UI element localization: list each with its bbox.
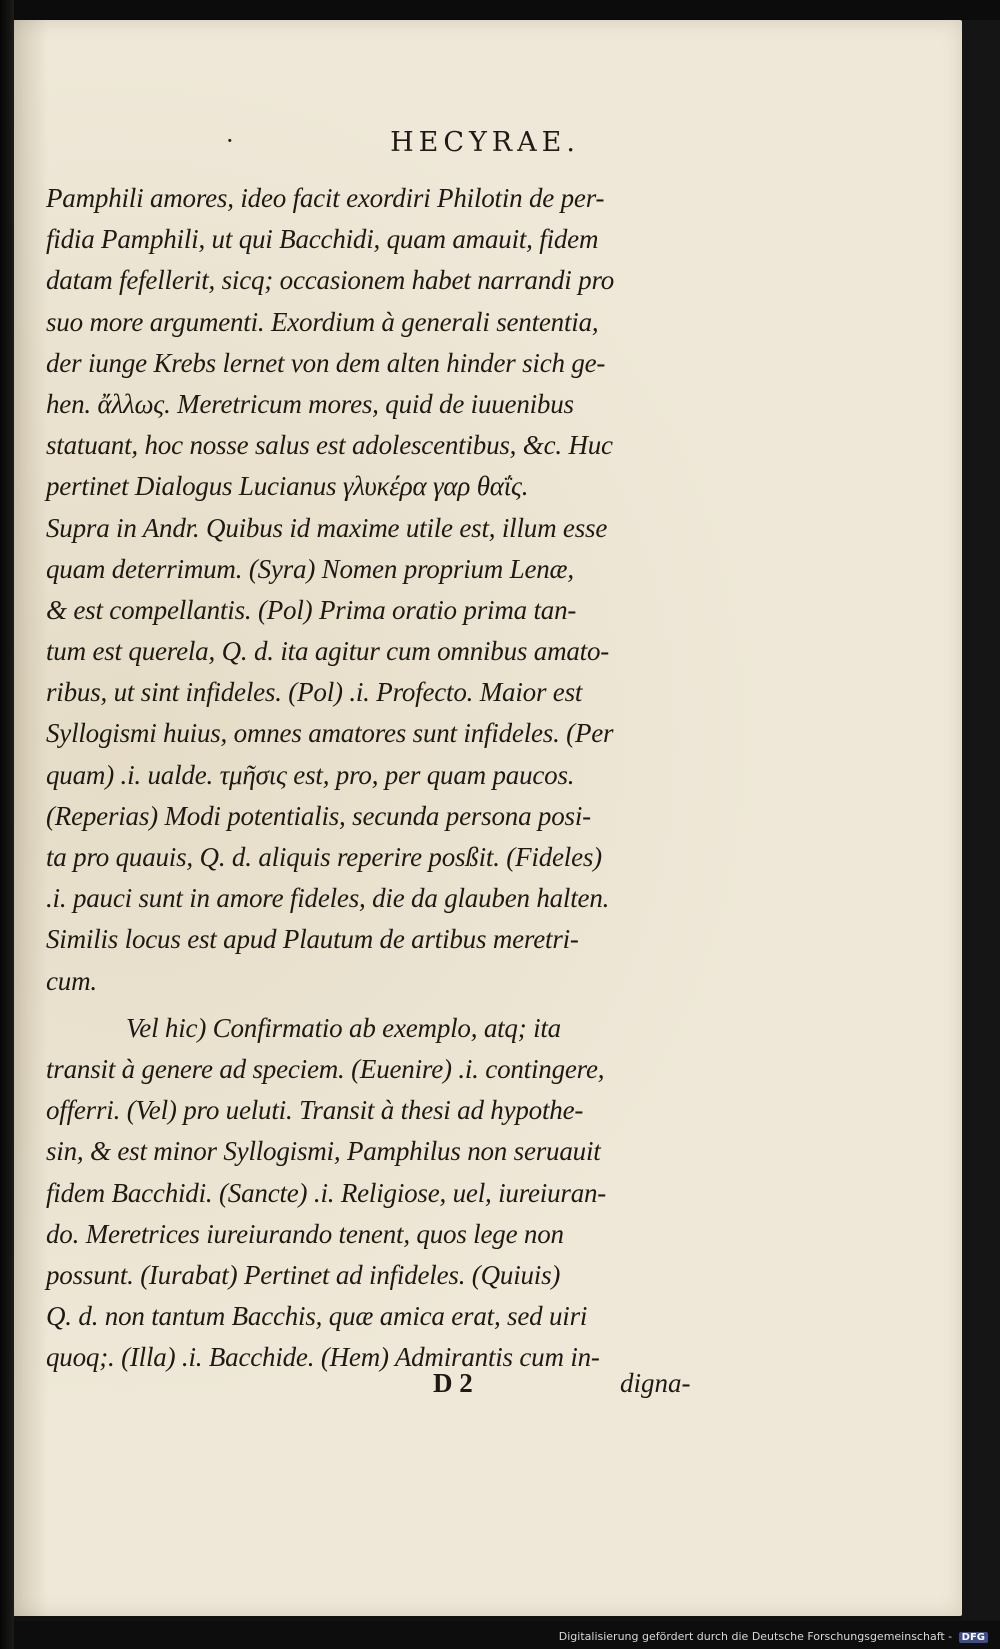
dfg-logo-badge: DFG [959,1632,988,1643]
scan-border-right [962,20,1000,1620]
text-line: ribus, ut sint infideles. (Pol) .i. Profecto. Maior est [46,677,583,708]
signature-mark: D 2 [433,1368,473,1398]
text-line: .i. pauci sunt in amore fideles, die da glauben halten. [46,883,610,914]
text-line: sin, & est minor Syllogismi, Pamphilus non seruauit [46,1136,601,1167]
text-line: Supra in Andr. Quibus id maxime utile est, illum esse [46,512,608,543]
text-line: Q. d. non tantum Bacchis, quæ amica erat, sed uiri [46,1301,588,1332]
text-line: Syllogismi huius, omnes amatores sunt infideles. (Per [46,718,614,749]
text-line: fidia Pamphili, ut qui Bacchidi, quam amauit, fidem [46,224,599,255]
text-line: fidem Bacchidi. (Sancte) .i. Religiose, uel, iureiuran- [46,1177,607,1208]
book-page [8,20,962,1616]
text-line: der iunge Krebs lernet von dem alten hinder sich ge- [46,347,606,378]
book-spine-shadow [0,0,14,1649]
text-line: & est compellantis. (Pol) Prima oratio prima tan- [46,594,577,625]
running-head-text: HECYRAE. [390,127,580,158]
text-line: (Reperias) Modi potentialis, secunda persona posi- [46,800,591,831]
text-line: transit à genere ad speciem. (Euenire) .i. contingere, [46,1053,605,1084]
commentary-text [46,178,721,1378]
text-line: hen. ἄλλως. Meretricum mores, quid de iuuenibus [46,388,574,419]
text-line: suo more argumenti. Exordium à generali sententia, [46,306,599,337]
text-line: possunt. (Iurabat) Pertinet ad infideles. (Quiuis) [46,1259,561,1290]
head-ornament-dot: · [226,127,239,155]
text-line: Vel hic) Confirmatio ab exemplo, atq; ita [126,1012,561,1043]
text-line: ta pro quauis, Q. d. aliquis reperire posßit. (Fideles) [46,842,602,872]
text-line: cum. [46,965,97,996]
running-head [8,127,962,158]
scan-border-top [0,0,1000,22]
digitization-credit [559,1630,988,1643]
credit-text: Digitalisierung gefördert durch die Deutsche Forschungsgemeinschaft - [558,1630,953,1643]
text-line: pertinet Dialogus Lucianus γλυκέρα γαρ θαΐς. [46,471,529,502]
text-line: quam) .i. ualde. τμῆσις est, pro, per quam paucos. [46,759,575,790]
catchword: digna- [620,1368,691,1398]
text-line: tum est querela, Q. d. ita agitur cum omnibus amato- [46,636,610,667]
text-line: quam deterrimum. (Syra) Nomen proprium Lenæ, [46,553,574,584]
text-line: Similis locus est apud Plautum de artibus meretri- [46,924,579,955]
text-line: quoq;. (Illa) .i. Bacchide. (Hem) Admirantis cum in- [46,1342,600,1373]
text-line: datam fefellerit, sicq; occasionem habet narrandi pro [46,265,615,296]
text-line: do. Meretrices iureiurando tenent, quos lege non [46,1218,564,1249]
text-line: statuant, hoc nosse salus est adolescentibus, &c. Huc [46,430,613,461]
text-line: offerri. (Vel) pro ueluti. Transit à thesi ad hypothe- [46,1095,584,1126]
text-line: Pamphili amores, ideo facit exordiri Philotin de per- [46,183,605,213]
page-footer-line [8,1368,962,1408]
